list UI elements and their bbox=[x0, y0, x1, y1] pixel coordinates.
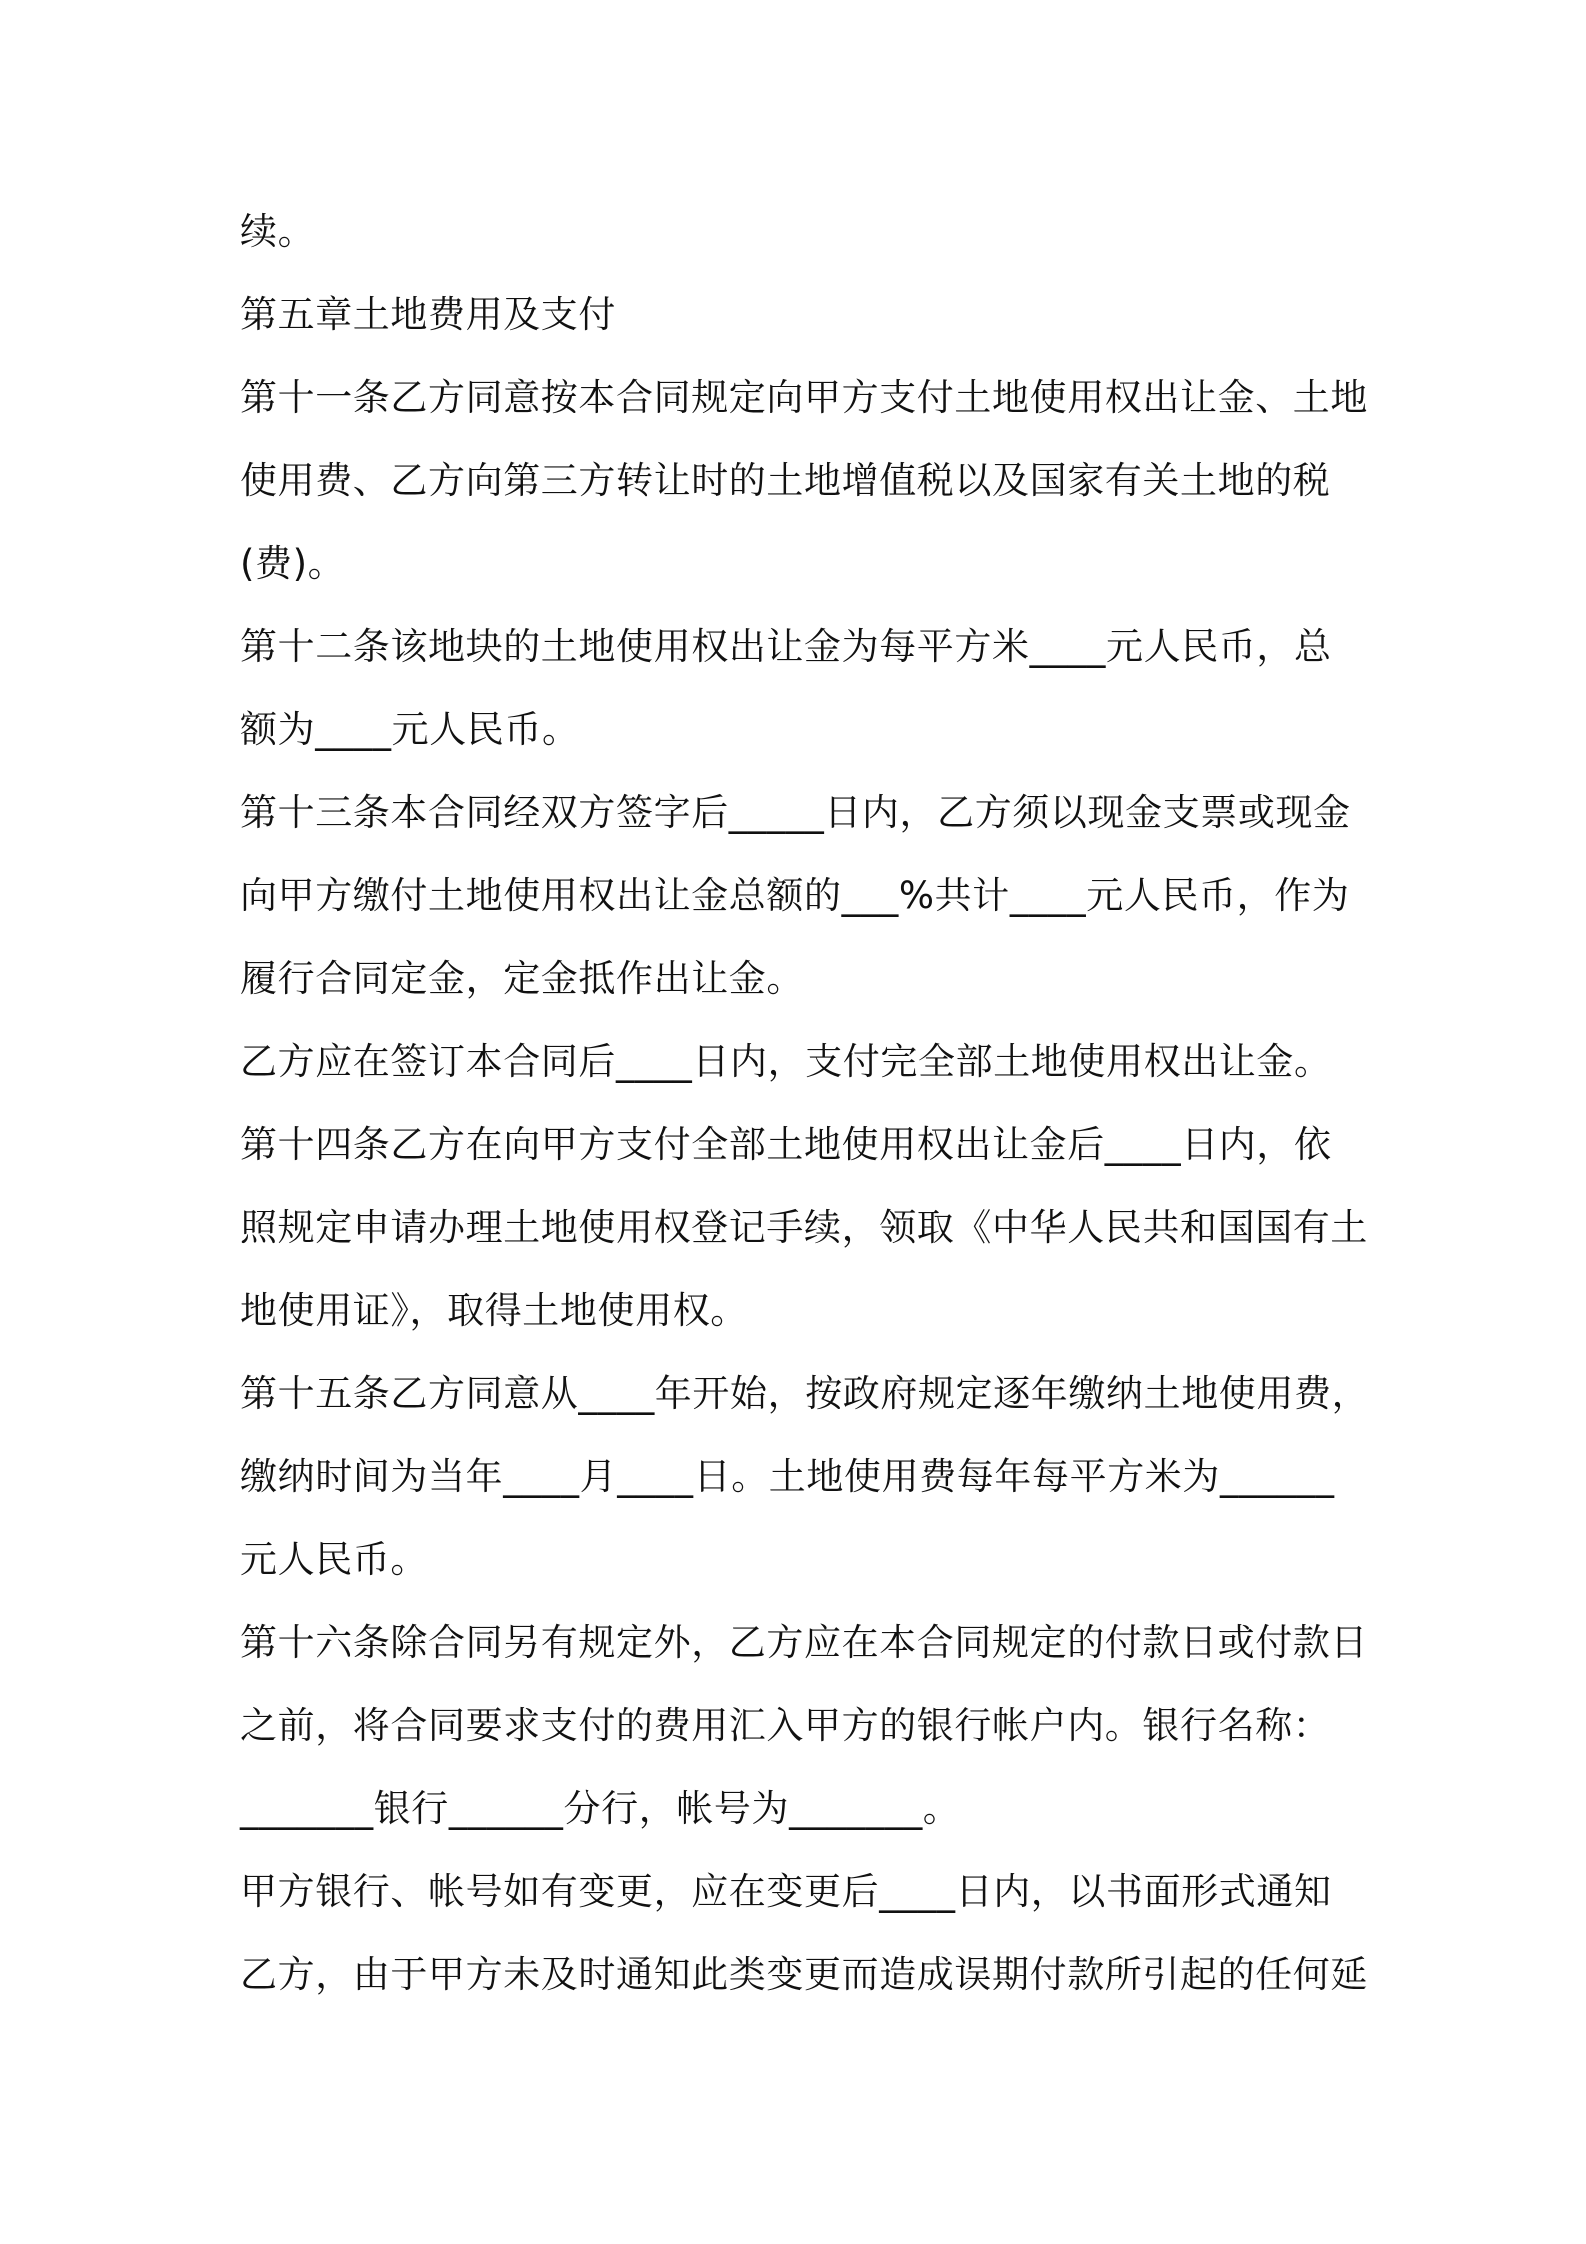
document-body bbox=[240, 190, 1370, 2016]
text-line: 第十六条除合同另有规定外，乙方应在本合同规定的付款日或付款日 bbox=[240, 1621, 1368, 1664]
text-line: 缴纳时间为当年____月____日。土地使用费每年每平方米为______ bbox=[240, 1455, 1335, 1498]
text-line: 乙方，由于甲方未及时通知此类变更而造成误期付款所引起的任何延 bbox=[240, 1953, 1368, 1996]
text-line: 照规定申请办理土地使用权登记手续，领取《中华人民共和国国有土 bbox=[240, 1206, 1368, 1249]
text-line: 额为____元人民币。 bbox=[240, 708, 580, 751]
text-line: 地使用证》，取得土地使用权。 bbox=[240, 1289, 748, 1332]
text-line: 第十三条本合同经双方签字后_____日内，乙方须以现金支票或现金 bbox=[240, 791, 1351, 834]
text-line: 甲方银行、帐号如有变更，应在变更后____日内，以书面形式通知 bbox=[240, 1870, 1332, 1913]
chapter-heading: 第五章土地费用及支付 bbox=[240, 293, 616, 336]
text-line: 乙方应在签订本合同后____日内，支付完全部土地使用权出让金。 bbox=[240, 1040, 1332, 1083]
text-line: 第十五条乙方同意从____年开始，按政府规定逐年缴纳土地使用费， bbox=[240, 1372, 1370, 1415]
text-line: _______银行______分行，帐号为_______。 bbox=[240, 1787, 961, 1830]
text-line: 履行合同定金，定金抵作出让金。 bbox=[240, 957, 804, 1000]
text-line: 第十一条乙方同意按本合同规定向甲方支付土地使用权出让金、土地 bbox=[240, 376, 1368, 419]
text-line: 使用费、乙方向第三方转让时的土地增值税以及国家有关土地的税 bbox=[240, 459, 1331, 502]
text-line: 第十二条该地块的土地使用权出让金为每平方米____元人民币，总 bbox=[240, 625, 1332, 668]
text-line: 续。 bbox=[240, 210, 316, 253]
text-line: 之前，将合同要求支付的费用汇入甲方的银行帐户内。银行名称： bbox=[240, 1704, 1331, 1747]
text-line: 第十四条乙方在向甲方支付全部土地使用权出让金后____日内，依 bbox=[240, 1123, 1332, 1166]
text-line: 向甲方缴付土地使用权出让金总额的___%共计____元人民币，作为 bbox=[240, 874, 1350, 917]
text-line: 元人民币。 bbox=[240, 1538, 428, 1581]
text-line: (费)。 bbox=[240, 542, 346, 585]
